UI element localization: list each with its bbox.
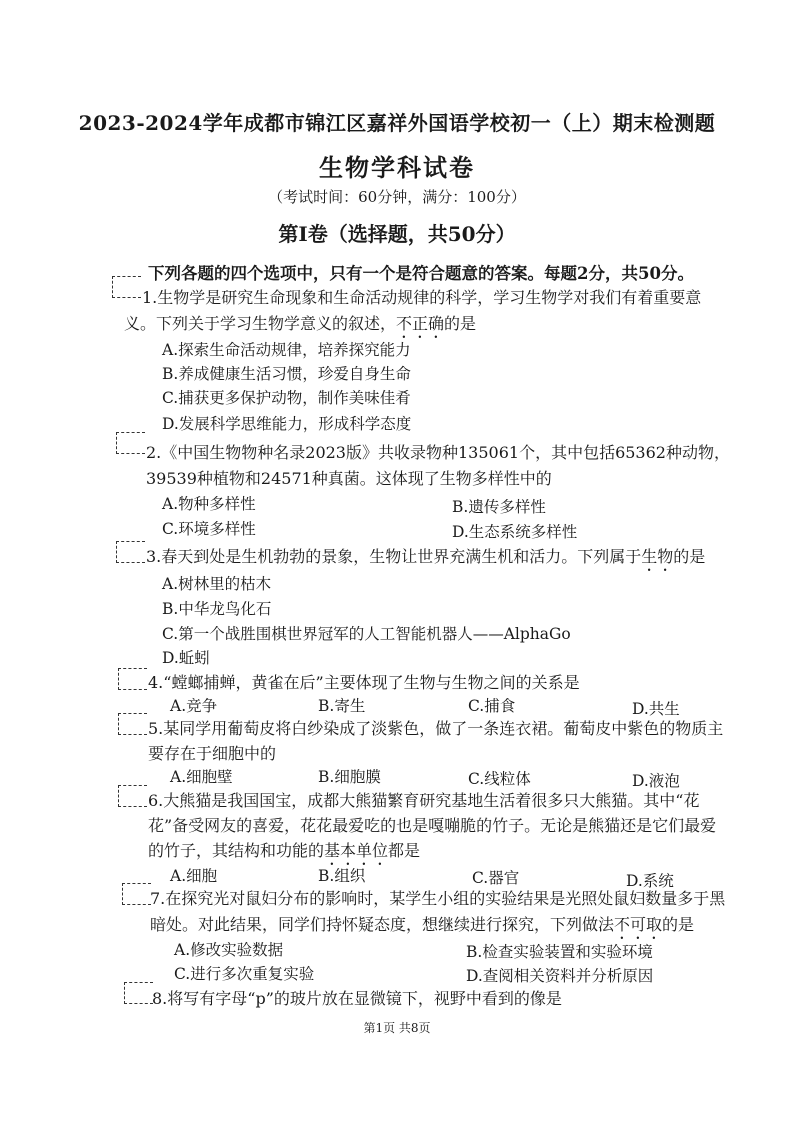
option[interactable]: D.共生 [632,700,680,718]
question-1-line-1: 1.生物学是研究生命现象和生命活动规律的科学，学习生物学对我们有着重要意 [142,288,702,307]
question-7-line-1: 7.在探究光对鼠妇分布的影响时，某学生小组的实验结果是光照处鼠妇数量多于黑 [150,889,726,908]
option[interactable]: B.细胞膜 [318,768,381,786]
option[interactable]: A.细胞壁 [170,768,233,786]
question-6-line-2: 花”备受网友的喜爱，花花最爱吃的也是嘎嘣脆的竹子。无论是熊猫还是它们最爱 [148,816,717,835]
answer-box[interactable] [118,713,147,735]
instruction: 下列各题的四个选项中，只有一个是符合题意的答案。每题2分，共50分。 [148,264,694,283]
option[interactable]: D.液泡 [632,772,680,790]
question-5-line-2: 要存在于细胞中的 [148,744,277,763]
question-6-line-3: 的竹子，其结构和功能的基本单位都是 [148,841,421,860]
question-1-line-2: 义。下列关于学习生物学意义的叙述，不正确的是 [124,314,477,333]
section-heading: 第Ⅰ卷（选择题，共50分） [278,222,516,246]
option[interactable]: C.捕获更多保护动物，制作美味佳肴 [162,389,411,407]
option[interactable]: A.细胞 [170,867,218,885]
option[interactable]: B.检查实验装置和实验环境 [466,943,653,961]
exam-info: （考试时间：60分钟，满分：100分） [268,188,526,206]
subject-title: 生物学科试卷 [319,153,475,182]
option[interactable]: D.蚯蚓 [162,649,210,667]
exam-title: 2023-2024学年成都市锦江区嘉祥外国语学校初一（上）期末检测题 [78,111,716,135]
question-5-line-1: 5.某同学用葡萄皮将白纱染成了淡紫色，做了一条连衣裙。葡萄皮中紫色的物质主 [148,719,724,738]
option[interactable]: B.组织 [318,867,366,885]
question-3-line-1: 3.春天到处是生机勃勃的景象，生物让世界充满生机和活力。下列属于生物的是 [146,547,706,566]
option[interactable]: C.线粒体 [468,770,531,788]
option[interactable]: A.树林里的枯木 [162,575,272,593]
question-2-line-2: 39539种植物和24571种真菌。这体现了生物多样性中的 [146,469,552,488]
answer-box[interactable] [112,276,141,298]
option[interactable]: C.第一个战胜围棋世界冠军的人工智能机器人——AlphaGo [162,625,571,643]
question-4-line-1: 4.“螳螂捕蝉，黄雀在后”主要体现了生物与生物之间的关系是 [148,673,580,692]
option[interactable]: D.生态系统多样性 [452,523,578,541]
question-8-line-1: 8.将写有字母“p”的玻片放在显微镜下，视野中看到的像是 [152,989,562,1008]
option[interactable]: A.探索生命活动规律，培养探究能力 [162,341,411,359]
option[interactable]: B.养成健康生活习惯，珍爱自身生命 [162,365,411,383]
answer-box[interactable] [124,982,153,1004]
question-2-line-1: 2.《中国生物物种名录2023版》共收录物种135061个，其中包括65362种动物， [146,443,730,462]
option[interactable]: A.物种多样性 [162,495,256,513]
option[interactable]: C.捕食 [468,697,516,715]
option[interactable]: C.器官 [472,869,520,887]
answer-box[interactable] [116,541,145,563]
question-7-line-2: 暗处。对此结果，同学们持怀疑态度，想继续进行探究，下列做法不可取的是 [150,915,695,934]
option[interactable]: B.寄生 [318,697,366,715]
option[interactable]: C.环境多样性 [162,520,256,538]
option[interactable]: B.遗传多样性 [452,498,546,516]
answer-box[interactable] [122,883,151,905]
option[interactable]: D.发展科学思维能力，形成科学态度 [162,415,412,433]
question-6-line-1: 6.大熊猫是我国国宝，成都大熊猫繁育研究基地生活着很多只大熊猫。其中“花 [148,791,700,810]
option[interactable]: D.查阅相关资料并分析原因 [466,967,654,985]
page-footer: 第1页 共8页 [363,1021,431,1035]
option[interactable]: A.修改实验数据 [174,941,284,959]
option[interactable]: A.竞争 [170,697,218,715]
answer-box[interactable] [116,432,145,454]
answer-box[interactable] [118,785,147,807]
option[interactable]: C.进行多次重复实验 [174,965,315,983]
answer-box[interactable] [118,668,147,690]
option[interactable]: D.系统 [626,872,674,890]
option[interactable]: B.中华龙鸟化石 [162,600,272,618]
